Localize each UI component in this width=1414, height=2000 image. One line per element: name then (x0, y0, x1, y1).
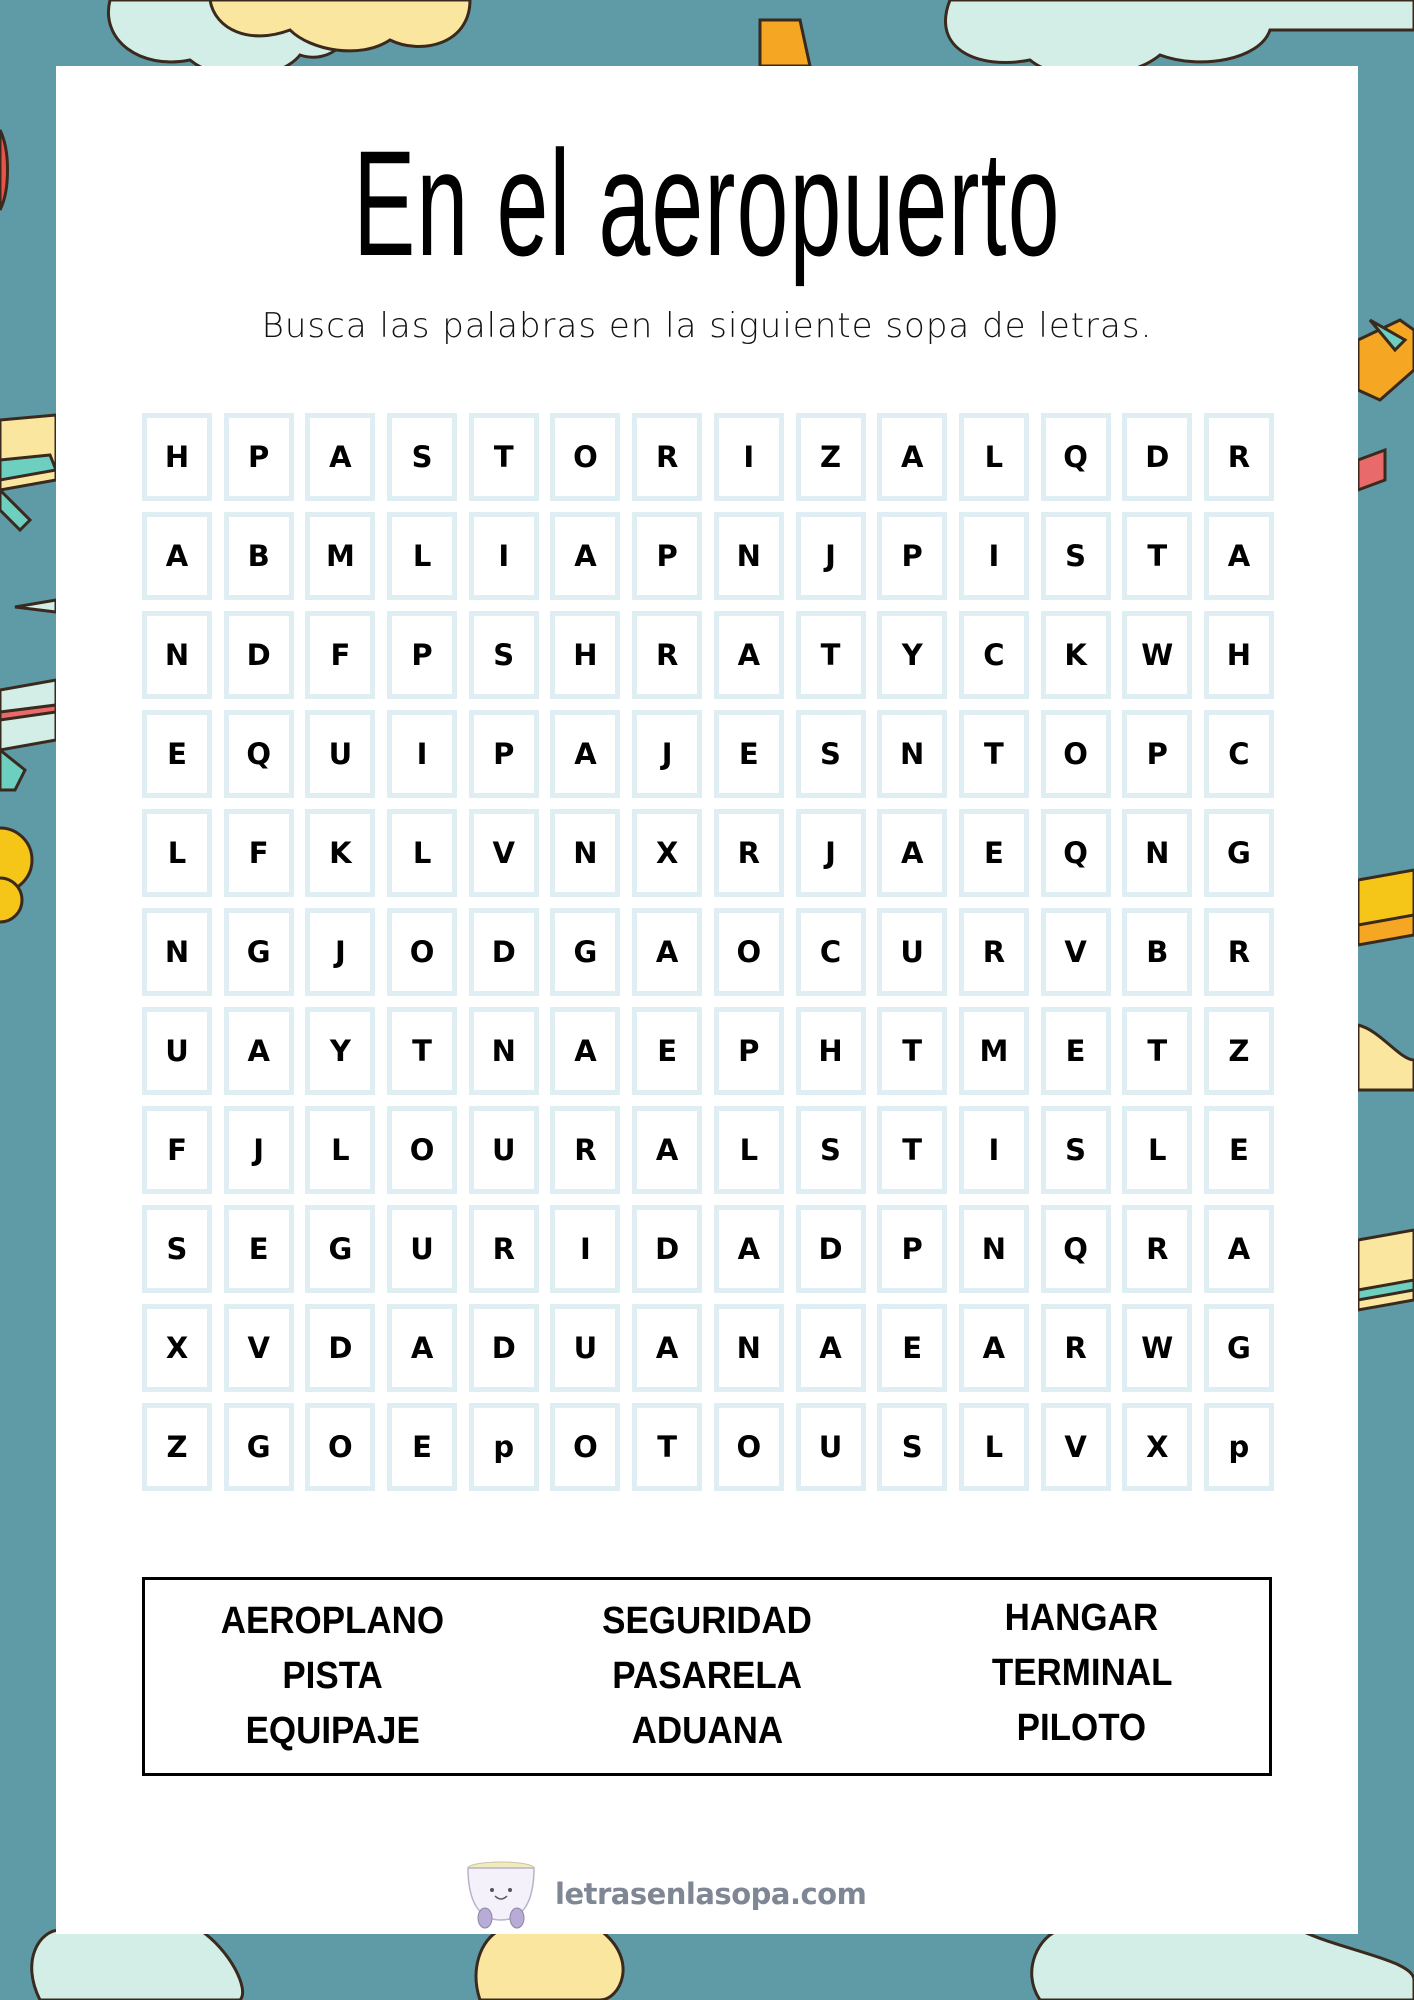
grid-cell[interactable]: N (959, 1205, 1029, 1293)
grid-cell[interactable]: P (877, 1205, 947, 1293)
grid-cell[interactable]: R (1122, 1205, 1192, 1293)
grid-cell[interactable]: L (142, 809, 212, 897)
instructions: Busca las palabras en la siguiente sopa de letras. (261, 306, 1153, 346)
grid-cell[interactable]: D (224, 611, 294, 699)
grid-cell[interactable]: A (142, 512, 212, 600)
grid-cell[interactable]: T (1122, 1007, 1192, 1095)
grid-cell[interactable]: T (959, 710, 1029, 798)
grid-cell[interactable]: D (632, 1205, 702, 1293)
grid-cell[interactable]: L (714, 1106, 784, 1194)
grid-cell[interactable]: F (305, 611, 375, 699)
grid-cell[interactable]: R (1204, 413, 1274, 501)
grid-cell[interactable]: P (387, 611, 457, 699)
grid-cell[interactable]: D (469, 1304, 539, 1392)
grid-cell[interactable]: A (550, 512, 620, 600)
grid-cell[interactable]: P (224, 413, 294, 501)
grid-cell[interactable]: X (142, 1304, 212, 1392)
grid-cell[interactable]: C (959, 611, 1029, 699)
grid-cell[interactable]: S (1041, 512, 1111, 600)
grid-cell[interactable]: Z (1204, 1007, 1274, 1095)
grid-cell[interactable]: E (877, 1304, 947, 1392)
grid-cell[interactable]: U (877, 908, 947, 996)
site-name: letrasenlasopa.com (555, 1877, 867, 1911)
grid-cell[interactable]: T (469, 413, 539, 501)
grid-cell[interactable]: A (877, 809, 947, 897)
grid-cell[interactable]: T (632, 1403, 702, 1491)
word-item: PILOTO (1016, 1707, 1147, 1749)
grid-cell[interactable]: S (796, 710, 866, 798)
grid-cell[interactable]: B (224, 512, 294, 600)
grid-cell[interactable]: Q (1041, 1205, 1111, 1293)
page-title: En el aeropuerto (353, 119, 1061, 287)
footer-branding (465, 1858, 866, 1930)
grid-cell[interactable]: N (1122, 809, 1192, 897)
grid-cell[interactable]: Z (142, 1403, 212, 1491)
grid-cell[interactable]: S (796, 1106, 866, 1194)
grid-cell[interactable]: A (632, 1106, 702, 1194)
grid-cell[interactable]: P (469, 710, 539, 798)
grid-cell[interactable]: M (305, 512, 375, 600)
grid-cell[interactable]: A (632, 908, 702, 996)
word-item: PISTA (282, 1655, 383, 1697)
grid-cell[interactable]: X (632, 809, 702, 897)
grid-cell[interactable]: F (142, 1106, 212, 1194)
grid-cell[interactable]: S (469, 611, 539, 699)
grid-cell[interactable]: P (1122, 710, 1192, 798)
grid-cell[interactable]: O (714, 908, 784, 996)
word-search-grid (142, 413, 1272, 1491)
grid-cell[interactable]: S (877, 1403, 947, 1491)
grid-cell[interactable]: P (632, 512, 702, 600)
word-item: EQUIPAJE (245, 1710, 420, 1752)
airplane-tail-icon (760, 20, 810, 66)
grid-cell[interactable]: B (1122, 908, 1192, 996)
grid-cell[interactable]: G (224, 1403, 294, 1491)
grid-cell[interactable]: O (714, 1403, 784, 1491)
grid-cell[interactable]: p (1204, 1403, 1274, 1491)
grid-cell[interactable]: E (387, 1403, 457, 1491)
grid-cell[interactable]: N (550, 809, 620, 897)
grid-cell[interactable]: G (224, 908, 294, 996)
word-list-box (142, 1577, 1272, 1776)
grid-cell[interactable]: V (1041, 908, 1111, 996)
grid-cell[interactable]: U (796, 1403, 866, 1491)
grid-cell[interactable]: R (1041, 1304, 1111, 1392)
grid-cell[interactable]: Z (796, 413, 866, 501)
grid-cell[interactable]: C (1204, 710, 1274, 798)
grid-cell[interactable]: N (714, 512, 784, 600)
grid-cell[interactable]: D (469, 908, 539, 996)
grid-cell[interactable]: I (959, 1106, 1029, 1194)
grid-cell[interactable]: G (550, 908, 620, 996)
grid-cell[interactable]: E (224, 1205, 294, 1293)
grid-cell[interactable]: R (469, 1205, 539, 1293)
grid-cell[interactable]: T (387, 1007, 457, 1095)
grid-cell[interactable]: R (550, 1106, 620, 1194)
word-list-column (145, 1580, 520, 1773)
grid-cell[interactable]: J (224, 1106, 294, 1194)
grid-cell[interactable]: A (1204, 1205, 1274, 1293)
grid-cell[interactable]: T (877, 1106, 947, 1194)
word-item: SEGURIDAD (602, 1600, 812, 1642)
grid-cell[interactable]: S (387, 413, 457, 501)
grid-cell[interactable]: N (469, 1007, 539, 1095)
grid-cell[interactable]: G (1204, 1304, 1274, 1392)
grid-cell[interactable]: I (959, 512, 1029, 600)
grid-cell[interactable]: T (877, 1007, 947, 1095)
grid-cell[interactable]: L (959, 413, 1029, 501)
grid-cell[interactable]: L (305, 1106, 375, 1194)
word-list-column (520, 1580, 895, 1773)
grid-cell[interactable]: F (224, 809, 294, 897)
grid-cell[interactable]: Q (1041, 413, 1111, 501)
grid-cell[interactable]: J (305, 908, 375, 996)
grid-cell[interactable]: T (1122, 512, 1192, 600)
word-item: ADUANA (631, 1710, 783, 1752)
grid-cell[interactable]: A (550, 710, 620, 798)
grid-cell[interactable]: I (469, 512, 539, 600)
grid-cell[interactable]: X (1122, 1403, 1192, 1491)
grid-cell[interactable]: Q (1041, 809, 1111, 897)
word-item: AEROPLANO (220, 1600, 445, 1642)
grid-cell[interactable]: D (796, 1205, 866, 1293)
grid-cell[interactable]: N (142, 908, 212, 996)
grid-cell[interactable]: A (305, 413, 375, 501)
grid-cell[interactable]: O (550, 413, 620, 501)
grid-cell[interactable]: V (224, 1304, 294, 1392)
grid-cell[interactable]: N (142, 611, 212, 699)
grid-cell[interactable]: H (550, 611, 620, 699)
grid-cell[interactable]: E (714, 710, 784, 798)
grid-cell[interactable]: Y (877, 611, 947, 699)
grid-cell[interactable]: A (224, 1007, 294, 1095)
grid-cell[interactable]: U (469, 1106, 539, 1194)
grid-cell[interactable]: D (1122, 413, 1192, 501)
grid-cell[interactable]: V (1041, 1403, 1111, 1491)
grid-cell[interactable]: J (796, 809, 866, 897)
grid-cell[interactable]: p (469, 1403, 539, 1491)
grid-cell[interactable]: O (1041, 710, 1111, 798)
grid-cell[interactable]: J (632, 710, 702, 798)
grid-cell[interactable]: O (550, 1403, 620, 1491)
grid-cell[interactable]: L (387, 809, 457, 897)
grid-cell[interactable]: R (714, 809, 784, 897)
grid-cell[interactable]: R (959, 908, 1029, 996)
grid-cell[interactable]: K (305, 809, 375, 897)
grid-cell[interactable]: M (959, 1007, 1029, 1095)
grid-cell[interactable]: G (1204, 809, 1274, 897)
word-list-column (894, 1580, 1269, 1773)
word-item: HANGAR (1004, 1597, 1159, 1639)
grid-cell[interactable]: H (796, 1007, 866, 1095)
grid-cell[interactable]: N (877, 710, 947, 798)
grid-cell[interactable]: S (1041, 1106, 1111, 1194)
grid-cell[interactable]: D (305, 1304, 375, 1392)
grid-cell[interactable]: E (1204, 1106, 1274, 1194)
grid-cell[interactable]: W (1122, 611, 1192, 699)
soup-bowl-mascot-icon (465, 1858, 537, 1930)
grid-cell[interactable]: A (1204, 512, 1274, 600)
grid-cell[interactable]: W (1122, 1304, 1192, 1392)
grid-cell[interactable]: A (877, 413, 947, 501)
grid-cell[interactable]: V (469, 809, 539, 897)
airplane-icon (1358, 320, 1414, 1310)
grid-cell[interactable]: L (1122, 1106, 1192, 1194)
grid-cell[interactable]: H (142, 413, 212, 501)
grid-cell[interactable]: A (550, 1007, 620, 1095)
grid-cell[interactable]: S (142, 1205, 212, 1293)
grid-cell[interactable]: P (714, 1007, 784, 1095)
grid-cell[interactable]: A (796, 1304, 866, 1392)
grid-cell[interactable]: E (142, 710, 212, 798)
grid-cell[interactable]: E (632, 1007, 702, 1095)
grid-cell[interactable]: I (387, 710, 457, 798)
grid-cell[interactable]: O (387, 1106, 457, 1194)
grid-cell[interactable]: J (796, 512, 866, 600)
grid-cell[interactable]: I (714, 413, 784, 501)
grid-cell[interactable]: C (796, 908, 866, 996)
grid-cell[interactable]: O (387, 908, 457, 996)
grid-cell[interactable]: R (632, 611, 702, 699)
grid-cell[interactable]: I (550, 1205, 620, 1293)
grid-cell[interactable]: R (1204, 908, 1274, 996)
word-item: PASARELA (612, 1655, 802, 1697)
grid-cell[interactable]: N (714, 1304, 784, 1392)
airplane-icon (0, 415, 56, 790)
grid-cell[interactable]: K (1041, 611, 1111, 699)
grid-cell[interactable]: R (632, 413, 702, 501)
grid-cell[interactable]: A (387, 1304, 457, 1392)
grid-cell[interactable]: A (632, 1304, 702, 1392)
cloud-icon (32, 1930, 1414, 2000)
grid-cell[interactable]: Q (224, 710, 294, 798)
grid-cell[interactable]: U (387, 1205, 457, 1293)
flower-icon (0, 828, 32, 922)
grid-cell[interactable]: G (305, 1205, 375, 1293)
grid-cell[interactable]: L (959, 1403, 1029, 1491)
airplane-nose-icon (0, 130, 8, 210)
grid-cell[interactable]: H (1204, 611, 1274, 699)
grid-cell[interactable]: A (714, 611, 784, 699)
grid-cell[interactable]: E (1041, 1007, 1111, 1095)
grid-cell[interactable]: T (796, 611, 866, 699)
grid-cell[interactable]: P (877, 512, 947, 600)
grid-cell[interactable]: U (142, 1007, 212, 1095)
word-item: TERMINAL (991, 1652, 1172, 1694)
grid-cell[interactable]: L (387, 512, 457, 600)
grid-cell[interactable]: E (959, 809, 1029, 897)
grid-cell[interactable]: A (959, 1304, 1029, 1392)
grid-cell[interactable]: O (305, 1403, 375, 1491)
grid-cell[interactable]: Y (305, 1007, 375, 1095)
grid-cell[interactable]: A (714, 1205, 784, 1293)
grid-cell[interactable]: U (305, 710, 375, 798)
grid-cell[interactable]: U (550, 1304, 620, 1392)
